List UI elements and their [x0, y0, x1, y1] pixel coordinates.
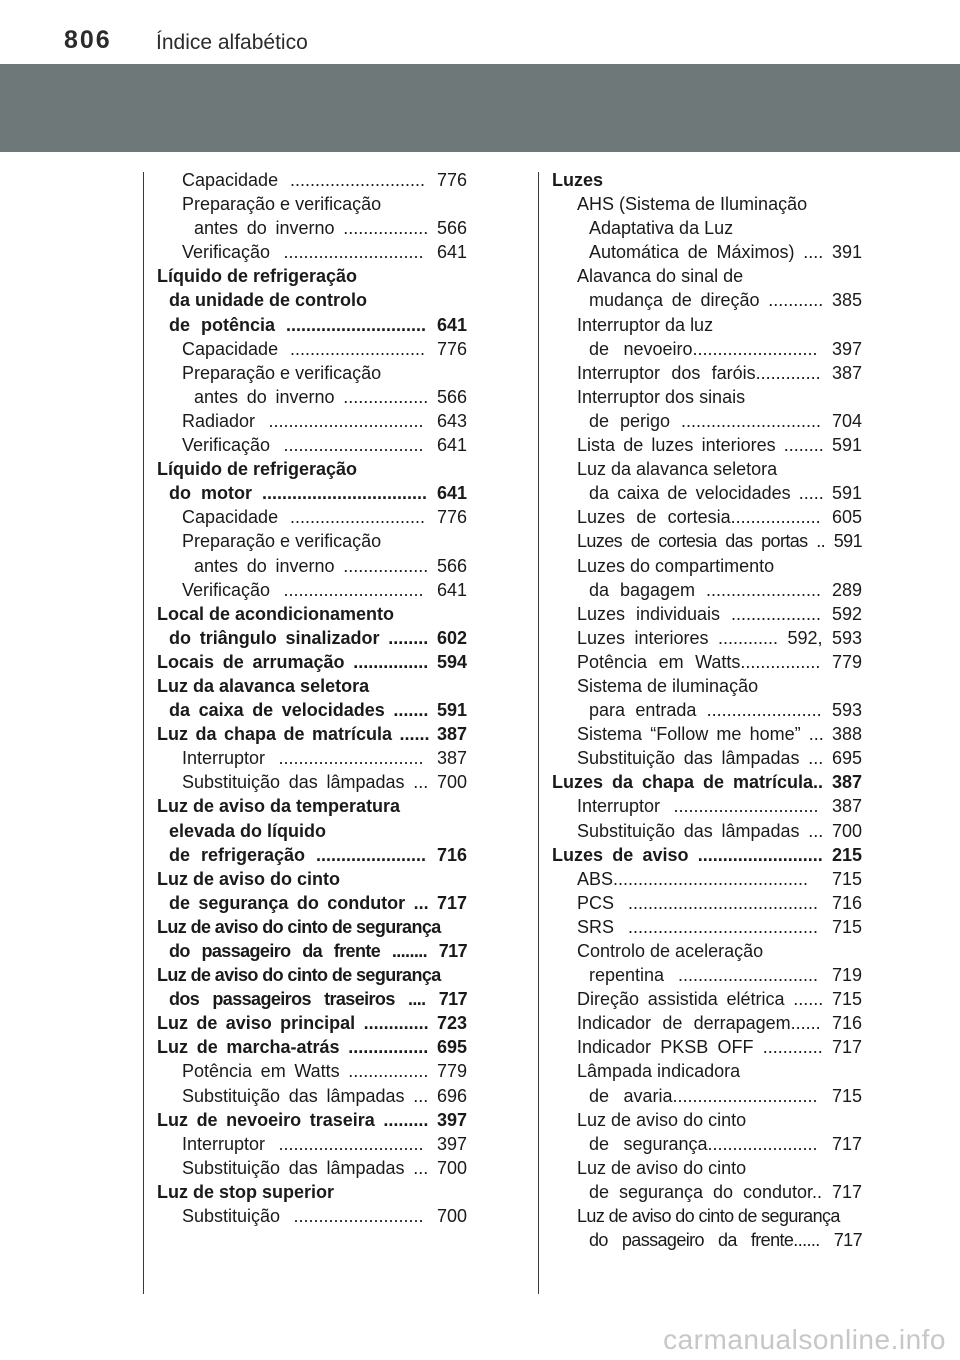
index-entry-line: Interruptor ............................. 387 [577, 796, 862, 817]
index-subentry [182, 1084, 467, 1108]
index-entry-line: Potência em Watts ................ 779 [182, 1061, 467, 1082]
index-subentry [577, 529, 862, 553]
index-subentry [577, 939, 862, 987]
index-subentry [577, 385, 862, 433]
index-entry-line: de refrigeração ...................... 716 [169, 844, 467, 865]
index-entry-line: Capacidade ........................... 776 [182, 507, 467, 528]
index-entry-line: da unidade de controlo [169, 290, 368, 311]
index-subentry [577, 915, 862, 939]
index-entry-line: de avaria............................. 715 [589, 1085, 862, 1106]
index-entry-line: Interruptor dos sinais [577, 386, 746, 407]
index-subentry [182, 1204, 467, 1228]
index-subentry [577, 264, 862, 312]
index-entry-line: Luz da alavanca seletora [157, 675, 370, 696]
index-heading-entry [157, 1035, 467, 1059]
index-entry-line: Luz de aviso do cinto [577, 1109, 747, 1130]
index-entry-line: Indicador de derrapagem...... 716 [577, 1013, 862, 1034]
index-entry-line: Luz de aviso do cinto [157, 868, 341, 889]
index-subentry [577, 626, 862, 650]
index-entry-line: Potência em Watts................ 779 [577, 651, 862, 672]
index-entry-line: Luz de nevoeiro traseira ......... 397 [157, 1109, 467, 1130]
index-entry-line: Alavanca do sinal de [577, 266, 744, 287]
index-heading-entry [157, 1108, 467, 1132]
index-entry-line: Lista de luzes interiores ........ 591 [577, 435, 862, 456]
index-entry-line: elevada do líquido [169, 820, 327, 841]
header-band [0, 64, 960, 152]
index-entry-line: Interruptor dos faróis............. 387 [577, 362, 862, 383]
index-entry-line: Luz de aviso do cinto de segurança [157, 965, 441, 986]
index-subentry [182, 529, 467, 577]
index-subentry [182, 770, 467, 794]
index-entry-line: de potência ............................ 641 [169, 314, 467, 335]
index-heading-entry [157, 650, 467, 674]
index-entry-line: Verificação ............................ 641 [182, 435, 467, 456]
index-subentry [577, 674, 862, 722]
index-entry-line: Sistema “Follow me home” ... 388 [577, 724, 862, 745]
index-entry-line: Luz da chapa de matrícula ...... 387 [157, 724, 467, 745]
index-heading-entry [157, 602, 467, 650]
index-heading-entry [157, 963, 467, 1011]
index-subentry [182, 578, 467, 602]
index-entry-line: Luzes individuais .................. 592 [577, 603, 862, 624]
index-entry-line: Interruptor ............................. 387 [182, 748, 467, 769]
index-heading-entry [552, 168, 862, 192]
index-entry-line: Luzes de cortesia das portas .. 591 [577, 531, 862, 552]
index-entry-line: antes do inverno ................. 566 [194, 386, 467, 407]
index-subentry [577, 867, 862, 891]
index-subentry [577, 650, 862, 674]
index-entry-line: Luzes da chapa de matrícula.. 387 [552, 772, 862, 793]
index-subentry [577, 819, 862, 843]
index-entry-line: ABS....................................... 715 [577, 868, 862, 889]
index-entry-line: dos passageiros traseiros .... 717 [169, 989, 467, 1010]
index-entry-line: Luz de marcha-atrás ................ 695 [157, 1037, 467, 1058]
index-heading-entry [157, 457, 467, 505]
column-divider-left [143, 172, 144, 1294]
index-subentry [577, 891, 862, 915]
index-entry-line: Luz de aviso principal ............. 723 [157, 1013, 467, 1034]
index-subentry [182, 168, 467, 192]
index-entry-line: Preparação e verificação [182, 194, 382, 215]
index-entry-line: Interruptor da luz [577, 314, 714, 335]
index-entry-line: da bagagem ....................... 289 [589, 579, 862, 600]
index-entry-line: Automática de Máximos) .... 391 [589, 242, 862, 263]
index-entry-line: de segurança...................... 717 [589, 1133, 862, 1154]
index-heading-entry [157, 1011, 467, 1035]
index-subentry [577, 1011, 862, 1035]
index-entry-line: Verificação ............................ 641 [182, 579, 467, 600]
index-entry-line: de nevoeiro......................... 397 [589, 338, 862, 359]
index-column-left [157, 168, 467, 1228]
index-entry-line: Substituição das lâmpadas ... 700 [577, 820, 862, 841]
index-subentry [182, 1059, 467, 1083]
index-heading-entry [157, 264, 467, 336]
index-entry-line: Luzes do compartimento [577, 555, 775, 576]
index-subentry [182, 240, 467, 264]
index-subentry [182, 361, 467, 409]
page-header [0, 0, 960, 64]
index-entry-line: Luz da alavanca seletora [577, 459, 778, 480]
index-entry-line: Líquido de refrigeração [157, 266, 358, 287]
index-entry-line: Lâmpada indicadora [577, 1061, 741, 1082]
index-entry-line: do motor ................................. 641 [169, 483, 467, 504]
index-subentry [577, 554, 862, 602]
index-subentry [577, 794, 862, 818]
index-subentry [577, 1108, 862, 1156]
index-entry-line: de segurança do condutor ... 717 [169, 892, 467, 913]
index-entry-line: Radiador ............................... 643 [182, 410, 467, 431]
index-entry-line: Luz de aviso do cinto de segurança [577, 1206, 840, 1227]
index-subentry [182, 1132, 467, 1156]
index-subentry [182, 505, 467, 529]
index-entry-line: Controlo de aceleração [577, 941, 764, 961]
index-subentry [577, 987, 862, 1011]
index-entry-line: Sistema de iluminação [577, 675, 759, 696]
index-entry-line: Indicador PKSB OFF ............ 717 [577, 1037, 862, 1058]
index-heading-entry [157, 794, 467, 866]
index-heading-entry [157, 722, 467, 746]
index-entry-line: Luzes de cortesia.................. 605 [577, 507, 862, 528]
index-subentry [577, 1059, 862, 1107]
index-subentry [577, 1156, 862, 1204]
index-entry-line: Interruptor ............................. 397 [182, 1133, 467, 1154]
index-subentry [577, 505, 862, 529]
index-subentry [577, 192, 862, 264]
index-entry-line: mudança de direção ........... 385 [589, 290, 862, 311]
watermark: carmanualsonline.info [663, 1324, 946, 1355]
index-entry-line: para entrada ....................... 593 [589, 700, 862, 721]
index-entry-line: Luz de stop superior [157, 1181, 335, 1202]
index-subentry [577, 457, 862, 505]
index-subentry [182, 409, 467, 433]
index-entry-line: do passageiro da frente...... 717 [589, 1230, 862, 1251]
index-entry-line: Luz de aviso da temperatura [157, 796, 401, 817]
index-subentry [577, 433, 862, 457]
index-entry-line: Verificação ............................ 641 [182, 242, 467, 263]
index-entry-line: AHS (Sistema de Iluminação [577, 194, 808, 215]
index-entry-line: Locais de arrumação ............... 594 [157, 651, 467, 672]
index-entry-line: Luzes [552, 170, 604, 190]
index-entry-line: repentina ............................ 719 [589, 965, 862, 986]
index-entry-line: Luzes de aviso ......................... 215 [552, 844, 862, 865]
index-entry-line: Luz de aviso do cinto [577, 1157, 747, 1178]
index-subentry [577, 1035, 862, 1059]
index-heading-entry [552, 770, 862, 794]
index-subentry [577, 1204, 862, 1252]
index-entry-line: Preparação e verificação [182, 531, 382, 552]
index-subentry [577, 361, 862, 385]
page-number: 806 [64, 26, 112, 54]
index-entry-line: Local de acondicionamento [157, 603, 395, 624]
index-heading-entry [552, 843, 862, 867]
page-title: Índice alfabético [156, 31, 308, 54]
index-entry-line: Substituição das lâmpadas ... 695 [577, 748, 862, 769]
index-entry-line: de segurança do condutor.. 717 [589, 1181, 862, 1202]
index-entry-line: do triângulo sinalizador ........ 602 [169, 627, 467, 648]
index-entry-line: Luz de aviso do cinto de segurança [157, 916, 441, 937]
index-entry-line: Preparação e verificação [182, 362, 382, 383]
index-entry-line: de perigo ............................ 704 [589, 410, 862, 431]
index-entry-line: Capacidade ........................... 776 [182, 338, 467, 359]
index-entry-line: Substituição das lâmpadas ... 696 [182, 1085, 467, 1106]
index-heading-entry [157, 867, 467, 915]
index-entry-line: do passageiro da frente ........ 717 [169, 941, 467, 961]
index-entry-line: Substituição .......................... 700 [182, 1206, 467, 1227]
index-subentry [182, 746, 467, 770]
index-subentry [577, 746, 862, 770]
index-entry-line: PCS ...................................... 716 [577, 892, 862, 913]
index-entry-line: Capacidade ........................... 776 [182, 170, 467, 190]
index-entry-line: Líquido de refrigeração [157, 459, 358, 480]
index-entry-line: antes do inverno ................. 566 [194, 555, 467, 576]
index-subentry [182, 433, 467, 457]
index-subentry [182, 192, 467, 240]
index-subentry [577, 313, 862, 361]
index-subentry [182, 337, 467, 361]
index-entry-line: da caixa de velocidades ..... 591 [589, 483, 862, 504]
index-heading-entry [157, 674, 467, 722]
index-subentry [182, 1156, 467, 1180]
index-entry-line: da caixa de velocidades ....... 591 [169, 700, 467, 721]
column-divider-center [538, 172, 539, 1294]
index-subentry [577, 722, 862, 746]
index-entry-line: Luzes interiores ............ 592, 593 [577, 627, 862, 648]
index-entry-line: SRS ...................................... 715 [577, 916, 862, 937]
index-entry-line: Substituição das lâmpadas ... 700 [182, 1157, 467, 1178]
index-heading-entry [157, 915, 467, 963]
index-heading-entry [157, 1180, 467, 1204]
index-entry-line: antes do inverno ................. 566 [194, 218, 467, 239]
index-entry-line: Substituição das lâmpadas ... 700 [182, 772, 467, 793]
index-column-right [552, 168, 862, 1252]
index-entry-line: Direção assistida elétrica ...... 715 [577, 989, 862, 1010]
index-entry-line: Adaptativa da Luz [589, 218, 734, 239]
index-subentry [577, 602, 862, 626]
